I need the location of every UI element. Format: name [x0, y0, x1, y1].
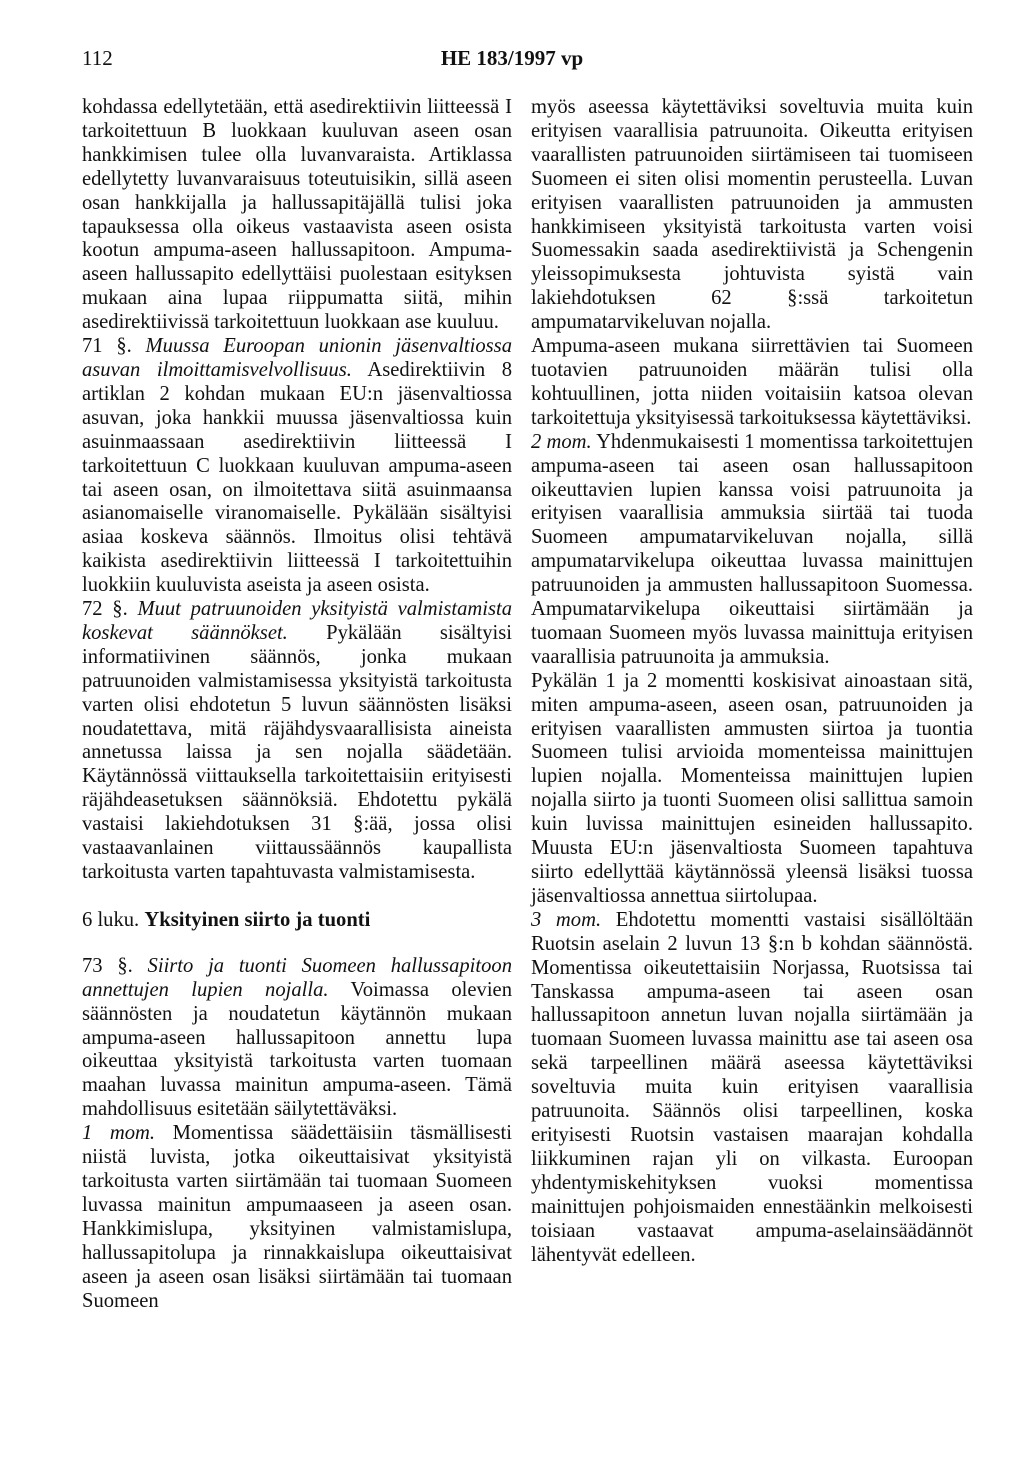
section-number: 72 §. — [82, 598, 128, 621]
paragraph: kohdassa edellytetään, että asedirektiivin liitteessä I tarkoitettuun B luokkaan kuuluvan aseen osan hankkimisen tulee olla luvanvaraista. Artiklassa edellytetty luvanvaraisuus toteutuisikin, sillä aseen osan hankkijalla ja hallussapitäjällä tulisi joka tapauksessa olla oikeus vastaavista aseen osista kootun ampuma-aseen hallussapitoon. Ampuma-aseen hallussapito edellyttäisi puolestaan esityksen mukaan aina lupaa riippumatta siitä, mihin asedirektiivissä tarkoitettuun luokkaan ase kuuluu. — [82, 96, 512, 334]
moment-text: Momentissa säädettäisiin täsmällisesti niistä luvista, jotka oikeuttaisivat yksityistä tarkoitusta varten siirtämään tai tuomaan Suomeen luvassa mainitun ampumaaseen ja aseen osan. Hankkimislupa, yksityinen valmistamislupa, hallussapitolupa ja rinnakkaislupa oikeuttaisivat aseen ja aseen osan lisäksi siirtämään tai tuomaan Suomeen — [82, 1122, 512, 1312]
section-text: Pykälään sisältyisi informatiivinen säännös, jonka mukaan patruunoiden valmistamisessa yksityistä tarkoitusta varten olisi ehdotetun 5 luvun säännösten lisäksi noudatettava, mitä räjähdysvaarallisista aineista annetussa laissa ja sen nojalla säädetään. Käytännössä viittauksella tarkoitettaisiin erityisesti räjähdeasetuksen säännöksiä. Ehdotettu pykälä vastaisi lakiehdotuksen 31 §:ää, jossa olisi vastaavanlainen viittaussäännös kaupallista tarkoitusta varten tapahtuvasta valmistamisesta. — [82, 621, 512, 883]
page-number: 112 — [82, 46, 113, 70]
moment-label: 2 mom. — [531, 430, 592, 453]
chapter-title: Yksityinen siirto ja tuonti — [144, 908, 371, 931]
moment-2 — [531, 431, 973, 670]
paragraph: myös aseessa käytettäviksi soveltuvia muita kuin erityisen vaarallisia patruunoita. Oikeutta erityisen vaarallisten patruunoiden siirtämiseen tai tuomiseen Suomeen ei siten olisi momentin perusteella. Luvan erityisen vaarallisten patruunoiden ja ammusten hankkimiseen yksityistä tarkoitusta varten voisi Suomessakin saada asedirektiivistä ja Schengenin yleissopimuksesta johtuvista syistä vain lakiehdotuksen 62 §:ssä tarkoitetun ampumatarvikeluvan nojalla. — [531, 96, 973, 334]
left-column — [82, 96, 512, 1313]
section-text: Voimassa olevien säännösten ja noudatetun käytännön mukaan ampuma-aseen hallussapitoon annettu lupa oikeuttaa yksityistä tarkoitusta varten tuomaan maahan luvassa mainitun ampuma-aseen. Tämä mahdollisuus esitetään säilytettäväksi. — [82, 978, 512, 1121]
section-71 — [82, 335, 512, 598]
moment-1 — [82, 1122, 512, 1313]
section-72 — [82, 598, 512, 885]
document-id: HE 183/1997 vp — [440, 46, 584, 70]
right-column — [531, 96, 973, 1267]
paragraph: Ampuma-aseen mukana siirrettävien tai Suomeen tuotavien patruunoiden määrän tulisi olla kohtuullinen, jotta niiden voitaisiin katsoa olevan tarkoitettuja yksityisessä tarkoituksessa käytettäviksi. — [531, 335, 973, 429]
section-title: Muut patruunoiden yksityistä valmistamista koskevat säännökset. — [82, 598, 513, 644]
section-title: Muussa Euroopan unionin jäsenvaltiossa asuvan ilmoittamisvelvollisuus. — [82, 335, 512, 381]
section-number: 71 §. — [82, 335, 132, 358]
moment-3 — [531, 909, 973, 1268]
moment-text: Ehdotettu momentti vastaisi sisällöltään Ruotsin aselain 2 luvun 13 §:n b kohdan säännöstä. Momentissa oikeutettaisiin Norjassa, Ruotsissa tai Tanskassa ampuma-aseen tai aseen osan hallussapitoon annetun luvan nojalla siirtämään ja tuomaan Suomeen luvassa mainittu ase tai aseen osa sekä tarpeellinen määrä aseessa käytettäviksi soveltuvia muita kuin erityisen vaarallisia patruunoita. Säännös olisi tarpeellinen, koska erityisesti Ruotsin vastaisen maarajan kohdalla liikkuminen rajan yli on vilkasta. Euroopan yhdentymiskehityksen vuoksi momentissa mainittujen pohjoismaiden ennestäänkin melkoisesti toisiaan vastaavat ampuma-aselainsäädännöt lähentyvät edelleen. — [531, 908, 973, 1266]
chapter-number: 6 luku. — [82, 908, 140, 931]
section-title: Siirto ja tuonti Suomeen hallussapitoon annettujen lupien nojalla. — [82, 954, 513, 1001]
section-73 — [82, 955, 512, 1122]
moment-label: 3 mom. — [531, 908, 602, 931]
moment-label: 1 mom. — [82, 1122, 156, 1145]
section-text: Asedirektiivin 8 artiklan 2 kohdan mukaan EU:n jäsenvaltiossa asuvan, joka hankkii muussa jäsenvaltiossa kuin asuinmaassaan asedirektiivin liitteessä I tarkoitettuun C luokkaan kuuluvan ampuma-aseen tai aseen osan, on ilmoitettava siitä asuinmaansa asianomaiselle viranomaiselle. Pykälään sisältyisi asiaa koskeva säännös. Ilmoitus olisi tehtävä kaikista asedirektiivin liitteessä I tarkoitettuihin luokkiin kuuluvista aseista ja aseen osista. — [82, 358, 512, 597]
moment-text: Yhdenmukaisesti 1 momentissa tarkoitettujen ampuma-aseen tai aseen osan hallussapitoon oikeuttavien lupien kanssa voisi patruunoita ja erityisen vaarallisia ammuksia siirtää tai tuoda Suomeen ampumatarvikeluvan nojalla, sillä ampumatarvikelupa oikeuttaa luvassa mainittujen patruunoiden ja ammusten hallussapitoon Suomessa. Ampumatarvikelupa oikeuttaisi siirtämään ja tuomaan Suomeen myös luvassa mainittuja erityisen vaarallisia patruunoita ja ammuksia. — [531, 430, 974, 668]
paragraph: Pykälän 1 ja 2 momentti koskisivat ainoastaan sitä, miten ampuma-aseen, aseen osan, patruunoiden ja erityisen vaarallisten ammusten siirtoa ja tuontia Suomeen tulisi arvioida momenteissa mainittujen lupien nojalla. Momenteissa mainittujen lupien nojalla siirto ja tuonti Suomeen olisi sallittua samoin kuin luvissa mainittujen esineiden hallussapito. Muusta EU:n jäsenvaltiosta Suomeen tapahtuva siirto edellyttää käytännössä yleensä lisäksi tuossa jäsenvaltiossa annettua siirtolupaa. — [531, 669, 973, 907]
chapter-heading — [82, 909, 512, 933]
section-number: 73 §. — [82, 954, 133, 977]
